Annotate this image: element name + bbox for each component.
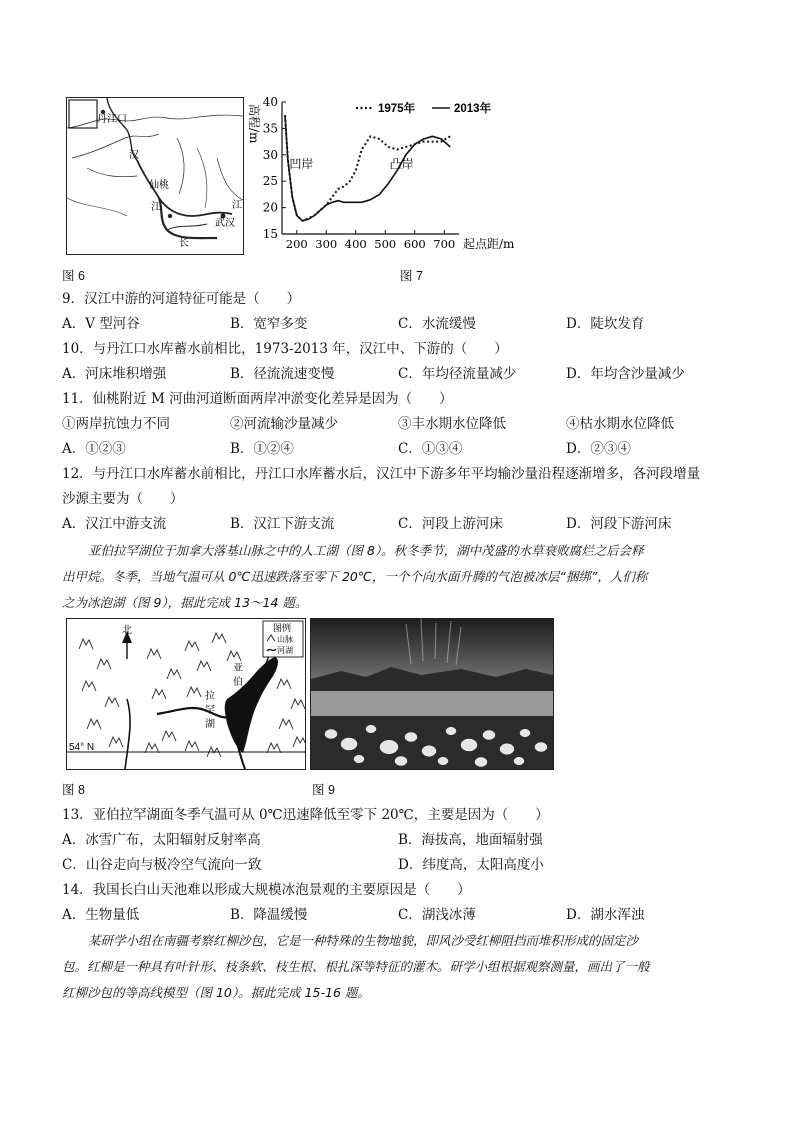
- q13-option-d[interactable]: D．纬度高，太阳高度小: [398, 857, 544, 873]
- mountain-symbol: [82, 681, 96, 691]
- q10-option-b[interactable]: B．径流流速变慢: [230, 366, 335, 382]
- label-ya: 亚: [233, 663, 243, 674]
- legend-label: 1975年: [378, 103, 416, 115]
- q9-option-b[interactable]: B．宽窄多变: [230, 316, 308, 332]
- figure-9-caption: 图 9: [312, 783, 335, 797]
- label-danjiangkou: 丹江口: [97, 114, 127, 125]
- q11-option-d[interactable]: D．②③④: [566, 441, 631, 457]
- mountain-symbol: [227, 651, 241, 661]
- figure-9-photo: [310, 618, 554, 770]
- mountain-symbol: [87, 719, 101, 729]
- label-xiantao: 仙桃: [149, 180, 169, 191]
- ice-bubble: [520, 729, 530, 737]
- mountain-symbol: [187, 687, 201, 697]
- question-10-stem: 10．与丹江口水库蓄水前相比，1973-2013 年，汉江中、下游的（ ）: [62, 341, 508, 357]
- q11-statement-1: ①两岸抗蚀力不同: [62, 416, 170, 432]
- q11-statement-4: ④枯水期水位降低: [566, 416, 674, 432]
- question-14-stem: 14．我国长白山天池难以形成大规模冰泡景观的主要原因是（ ）: [62, 882, 471, 898]
- mountain-symbol: [152, 689, 166, 699]
- passage-abraham-lake: [62, 538, 742, 564]
- question-12-stem-continued: 沙源主要为（ ）: [62, 491, 184, 507]
- x-axis-label: 起点距/m: [463, 237, 514, 251]
- mountain-symbol: [291, 699, 305, 709]
- q13-option-b[interactable]: B．海拔高，地面辐射强: [398, 832, 543, 848]
- label-han: 罕: [205, 705, 215, 716]
- mountain-symbol: [79, 639, 93, 649]
- q10-option-d[interactable]: D．年均含沙量减少: [566, 366, 685, 382]
- annotation-concave-bank: 凹岸: [289, 157, 314, 171]
- question-11-statements: [62, 415, 742, 433]
- q9-option-a[interactable]: A．V 型河谷: [62, 316, 140, 332]
- q14-option-a[interactable]: A．生物量低: [62, 907, 140, 923]
- ice-bubble: [500, 744, 514, 755]
- x-tick-label: 500: [374, 237, 397, 251]
- q12-option-b[interactable]: B．汉江下游支流: [230, 516, 335, 532]
- q11-option-a[interactable]: A．①②③: [62, 441, 126, 457]
- legend-title: 图例: [273, 623, 292, 633]
- question-11-options: [62, 440, 742, 458]
- y-tick-label: 35: [262, 121, 278, 136]
- x-tick-label: 300: [315, 237, 338, 251]
- question-12-options: [62, 515, 742, 533]
- x-tick-label: 200: [285, 237, 308, 251]
- ice-bubble: [405, 733, 417, 742]
- ice-bubble: [446, 727, 456, 735]
- legend-river-lake: 河湖: [277, 646, 293, 655]
- mountain-symbol: [185, 741, 199, 751]
- passage-2-line-3: 红柳沙包的等高线模型（图 10）。据此完成 15-16 题。: [62, 985, 370, 1000]
- ice-bubble-lake-photo: [311, 619, 553, 769]
- ice-bubble: [461, 739, 477, 751]
- q12-option-a[interactable]: A．汉江中游支流: [62, 516, 167, 532]
- figure-6-map: [66, 97, 244, 255]
- north-label: 北: [122, 625, 132, 636]
- x-tick-label: 400: [344, 237, 367, 251]
- annotation-convex-bank: 凸岸: [389, 157, 414, 171]
- mountain-symbol: [212, 633, 226, 643]
- q9-option-d[interactable]: D．陡坎发育: [566, 316, 645, 332]
- label-la: 拉: [205, 691, 215, 702]
- label-chang: 长: [179, 238, 189, 249]
- mountain-symbol: [293, 737, 305, 747]
- label-bo: 伯: [233, 677, 243, 688]
- figure-8-map: [66, 618, 306, 770]
- ice-bubble: [438, 757, 448, 765]
- passage-1-line-2: 出甲烷。冬季，当地气温可从 0℃迅速跌落至零下 20℃，一个个向水面升腾的气泡被冰层“捆绑”，人们称: [62, 569, 648, 584]
- abraham-lake-map: [67, 619, 305, 769]
- mountain-symbol: [147, 649, 161, 659]
- q11-statement-2: ②河流输沙量减少: [230, 416, 338, 432]
- x-tick-label: 600: [403, 237, 426, 251]
- figure-6-caption: 图 6: [62, 269, 85, 283]
- mountain-symbol: [97, 659, 111, 669]
- ice-bubble: [422, 746, 436, 757]
- mountain-symbol: [105, 697, 119, 707]
- q11-option-c[interactable]: C．①③④: [398, 441, 463, 457]
- ice-bubble: [325, 730, 337, 739]
- y-tick-label: 20: [262, 200, 278, 215]
- q10-option-a[interactable]: A．河床堆积增强: [62, 366, 167, 382]
- question-11-stem: 11．仙桃附近 M 河曲河道断面两岸冲淤变化差异是因为（ ）: [62, 391, 453, 407]
- ice-bubble: [475, 758, 487, 767]
- ice-bubble: [366, 725, 376, 733]
- label-jiang-1: 江: [151, 202, 161, 213]
- question-13-options-row-2: [62, 856, 742, 874]
- q12-option-c[interactable]: C．河段上游河床: [398, 516, 503, 532]
- passage-2-line-1: 某研学小组在南疆考察红柳沙包，它是一种特殊的生物地貌，即风沙受红柳阻挡而堆积形成的固定沙: [88, 933, 639, 948]
- question-10-options: [62, 365, 742, 383]
- label-han: 汉: [129, 150, 139, 161]
- mountain-symbol: [197, 661, 211, 671]
- q13-option-c[interactable]: C．山谷走向与极冷空气流向一致: [62, 857, 262, 873]
- question-9-options: [62, 315, 742, 333]
- q9-option-c[interactable]: C．水流缓慢: [398, 316, 476, 332]
- mountain-symbol: [109, 737, 123, 747]
- mountain-symbol: [185, 641, 199, 651]
- q12-option-d[interactable]: D．河段下游河床: [566, 516, 672, 532]
- q14-option-d[interactable]: D．湖水浑浊: [566, 907, 645, 923]
- label-jiang-2: 江: [232, 200, 242, 211]
- q11-statement-3: ③丰水期水位降低: [398, 416, 506, 432]
- question-13-stem: 13．亚伯拉罕湖面冬季气温可从 0℃迅速降低至零下 20℃，主要是因为（ ）: [62, 807, 549, 823]
- passage-1-line-1: 亚伯拉罕湖位于加拿大落基山脉之中的人工湖（图 8）。秋冬季节，湖中茂盛的水草衰败腐烂之后会释: [88, 543, 644, 558]
- passage-1-line-3: 之为冰泡湖（图 9），据此完成 13～14 题。: [62, 595, 308, 610]
- ice-bubble: [395, 757, 407, 766]
- ice-bubble: [514, 757, 524, 765]
- question-14-options: [62, 906, 742, 924]
- ice-bubble: [380, 740, 398, 754]
- y-tick-label: 40: [262, 95, 278, 109]
- legend-mountain: 山脉: [277, 635, 293, 644]
- latitude-label: 54° N: [69, 742, 95, 753]
- mountain-symbol: [167, 669, 181, 679]
- ice-bubble: [483, 731, 495, 740]
- q11-option-b[interactable]: B．①②④: [230, 441, 294, 457]
- question-9-stem: 9．汉江中游的河道特征可能是（ ）: [62, 291, 301, 307]
- ice-bubble: [354, 755, 364, 763]
- label-wuhan: 武汉: [215, 218, 235, 229]
- mountain-symbol: [277, 679, 291, 689]
- legend-label: 2013年: [454, 103, 492, 115]
- y-tick-label: 30: [262, 147, 278, 162]
- figure-8-caption: 图 8: [62, 783, 85, 797]
- q14-option-c[interactable]: C．湖浅冰薄: [398, 907, 476, 923]
- x-tick-label: 700: [433, 237, 456, 251]
- y-axis-label: 高程/m: [247, 104, 261, 144]
- figure-7-caption: 图 7: [400, 269, 423, 283]
- question-13-options-row-1: [62, 831, 742, 849]
- mountain-symbol: [279, 719, 293, 729]
- mountain-symbol: [162, 731, 176, 741]
- ice-bubble: [341, 738, 357, 750]
- question-12-stem: 12．与丹江口水库蓄水前相比，丹江口水库蓄水后，汉江中下游多年平均输沙量沿程逐渐增多，各河段增量: [62, 466, 701, 482]
- passage-2-line-2: 包。红柳是一种具有叶针形、枝条软、枝生根、根扎深等特征的灌木。研学小组根据观察测量，画出了一般: [62, 959, 650, 974]
- y-tick-label: 15: [262, 227, 278, 241]
- y-tick-label: 25: [262, 174, 278, 189]
- q10-option-c[interactable]: C．年均径流量减少: [398, 366, 517, 382]
- q13-option-a[interactable]: A．冰雪广布，太阳辐射反射率高: [62, 832, 261, 848]
- ice-bubble: [535, 743, 547, 752]
- figure-7-chart: [244, 92, 514, 260]
- cross-section-chart: [244, 92, 514, 260]
- q14-option-b[interactable]: B．降温缓慢: [230, 907, 308, 923]
- han-river-map: [67, 98, 243, 254]
- label-hu: 湖: [205, 719, 215, 730]
